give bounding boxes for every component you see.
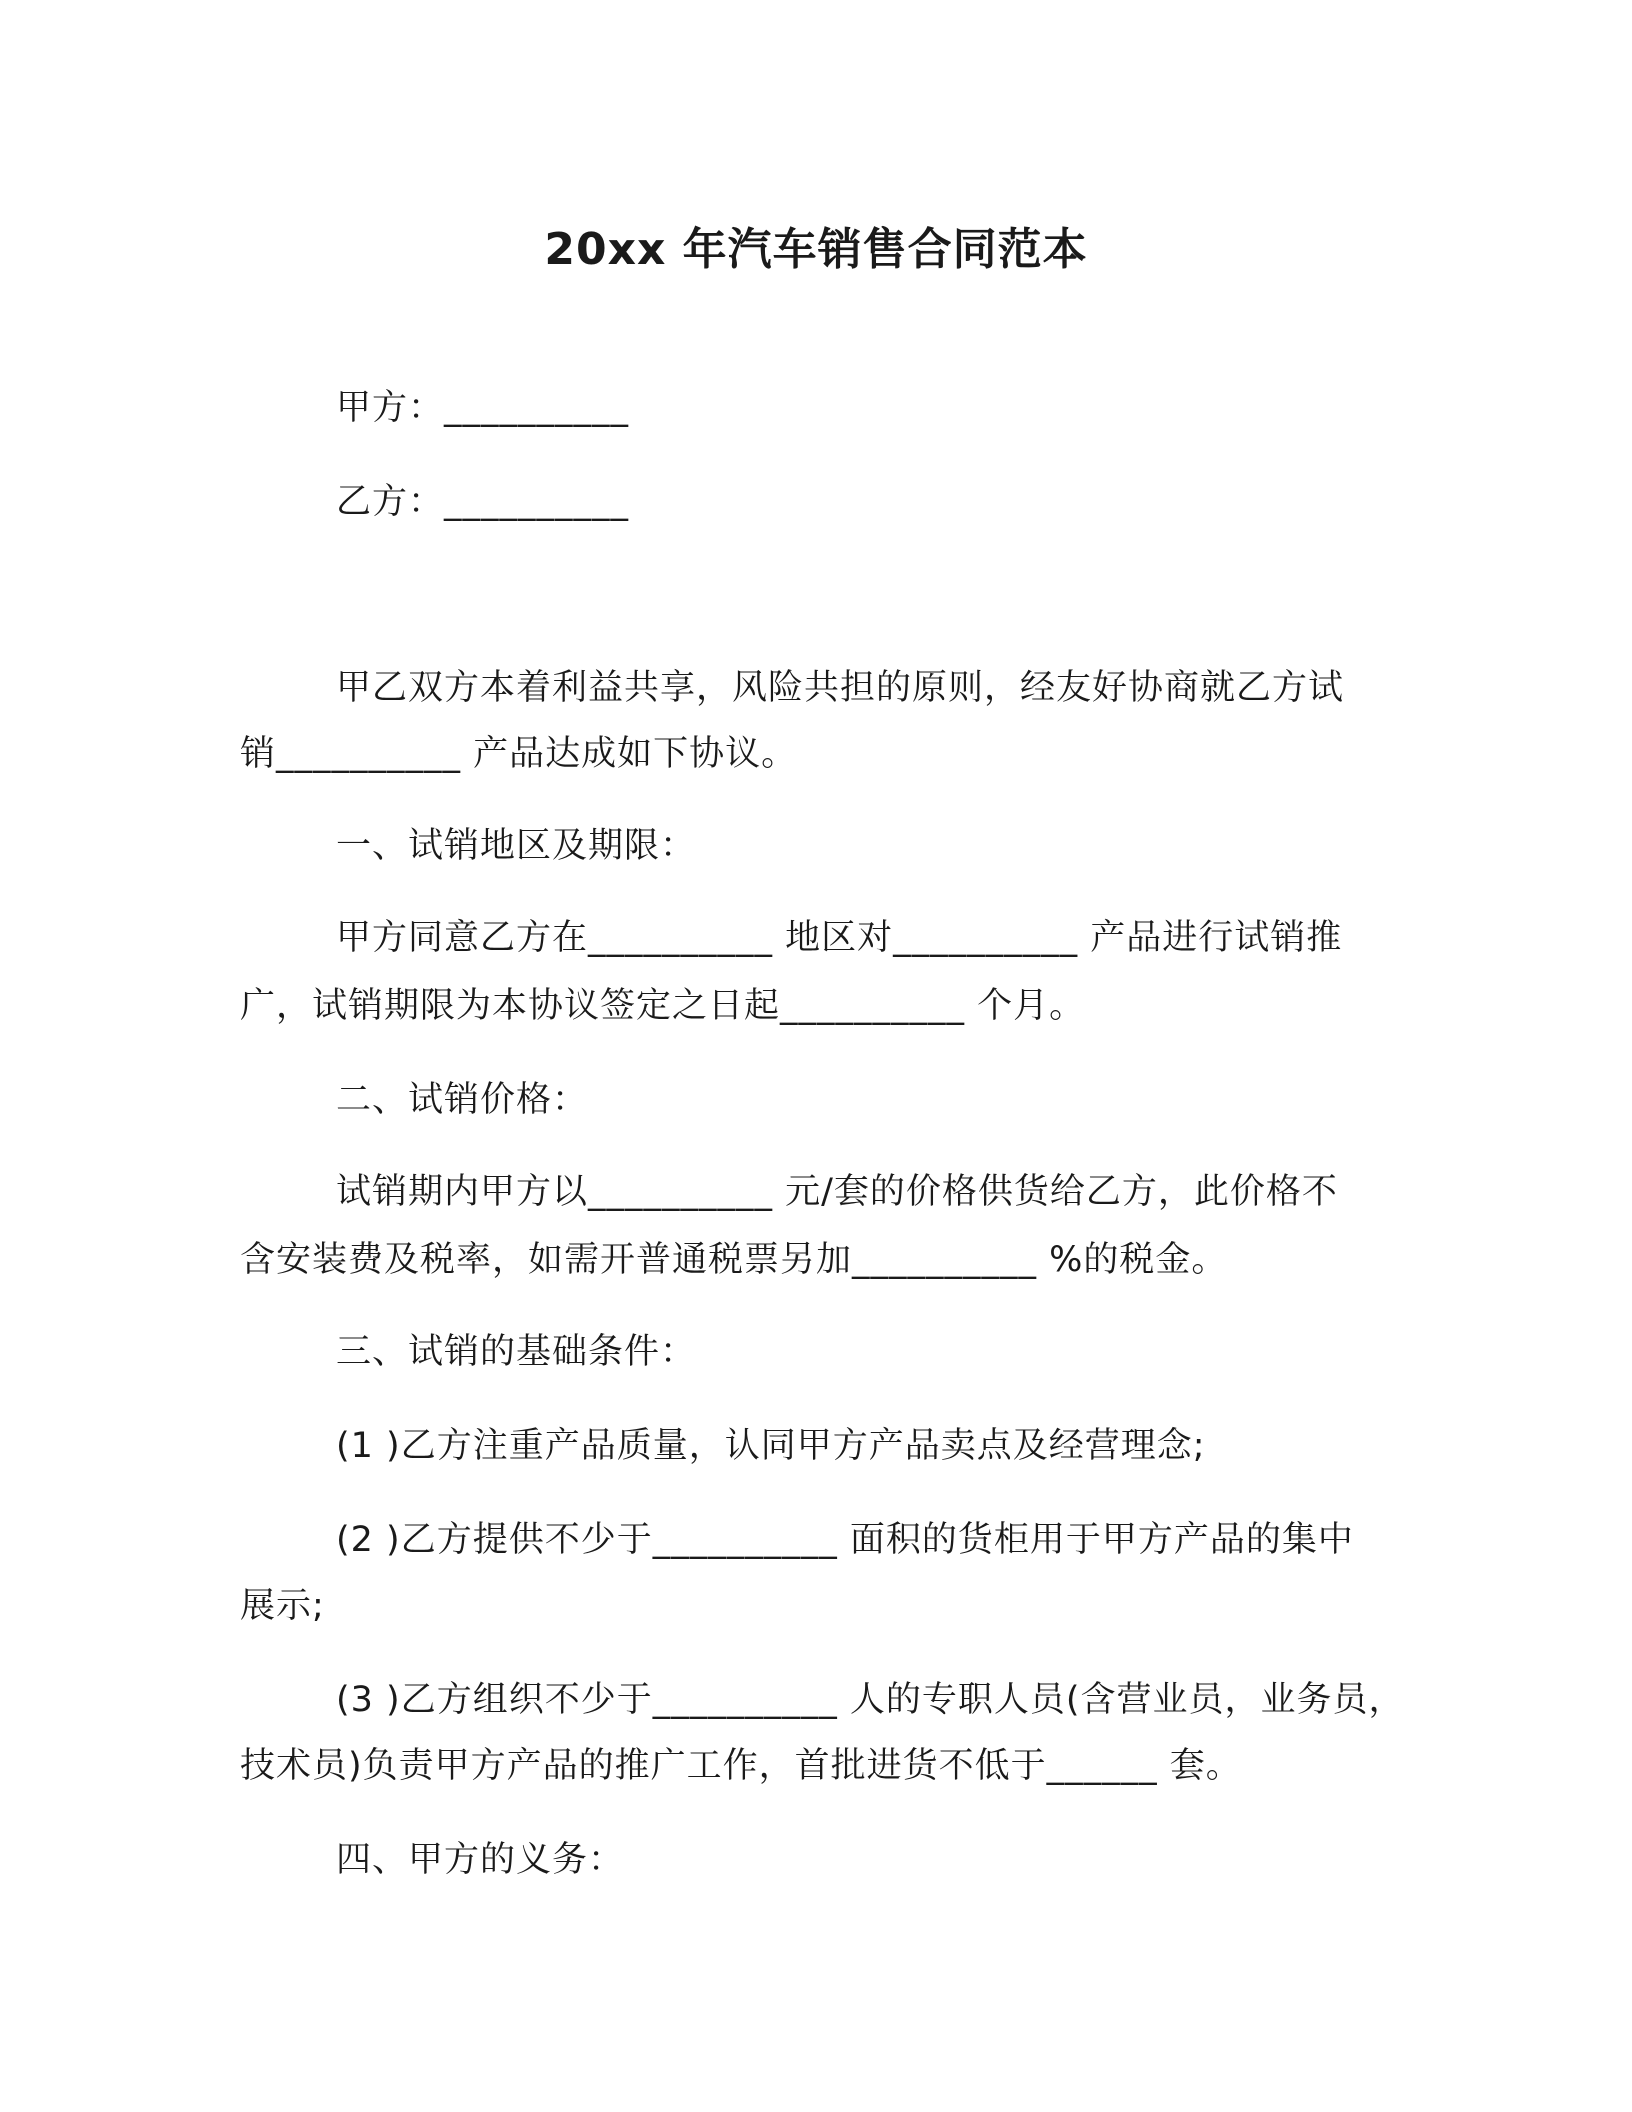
section-4-heading: 四、甲方的义务： (336, 1840, 625, 1880)
party-a-line: 甲方：__________ (336, 388, 630, 428)
condition-2-line-2: 展示; (240, 1586, 325, 1626)
section-2-line-2: 含安装费及税率，如需开普通税票另加__________ %的税金。 (240, 1240, 1228, 1280)
intro-paragraph-line-2: 销__________ 产品达成如下协议。 (240, 734, 798, 774)
condition-2-line-1: (2 )乙方提供不少于__________ 面积的货柜用于甲方产品的集中 (336, 1520, 1354, 1560)
section-2-heading: 二、试销价格： (336, 1080, 589, 1120)
section-1-line-2: 广，试销期限为本协议签定之日起__________ 个月。 (240, 986, 1086, 1026)
section-1-line-1: 甲方同意乙方在__________ 地区对__________ 产品进行试销推 (336, 918, 1343, 958)
condition-3-line-2: 技术员)负责甲方产品的推广工作，首批进货不低于______ 套。 (240, 1746, 1242, 1786)
condition-1-line: (1 )乙方注重产品质量，认同甲方产品卖点及经营理念; (336, 1426, 1206, 1466)
section-1-heading: 一、试销地区及期限： (336, 826, 697, 866)
section-3-heading: 三、试销的基础条件： (336, 1332, 697, 1372)
condition-3-line-1: (3 )乙方组织不少于__________ 人的专职人员(含营业员，业务员， (336, 1680, 1405, 1720)
party-b-line: 乙方：__________ (336, 482, 630, 522)
section-2-line-1: 试销期内甲方以__________ 元/套的价格供货给乙方，此价格不 (336, 1172, 1338, 1212)
document-title: 20xx 年汽车销售合同范本 (544, 224, 1088, 275)
intro-paragraph-line-1: 甲乙双方本着利益共享，风险共担的原则，经友好协商就乙方试 (336, 668, 1345, 708)
